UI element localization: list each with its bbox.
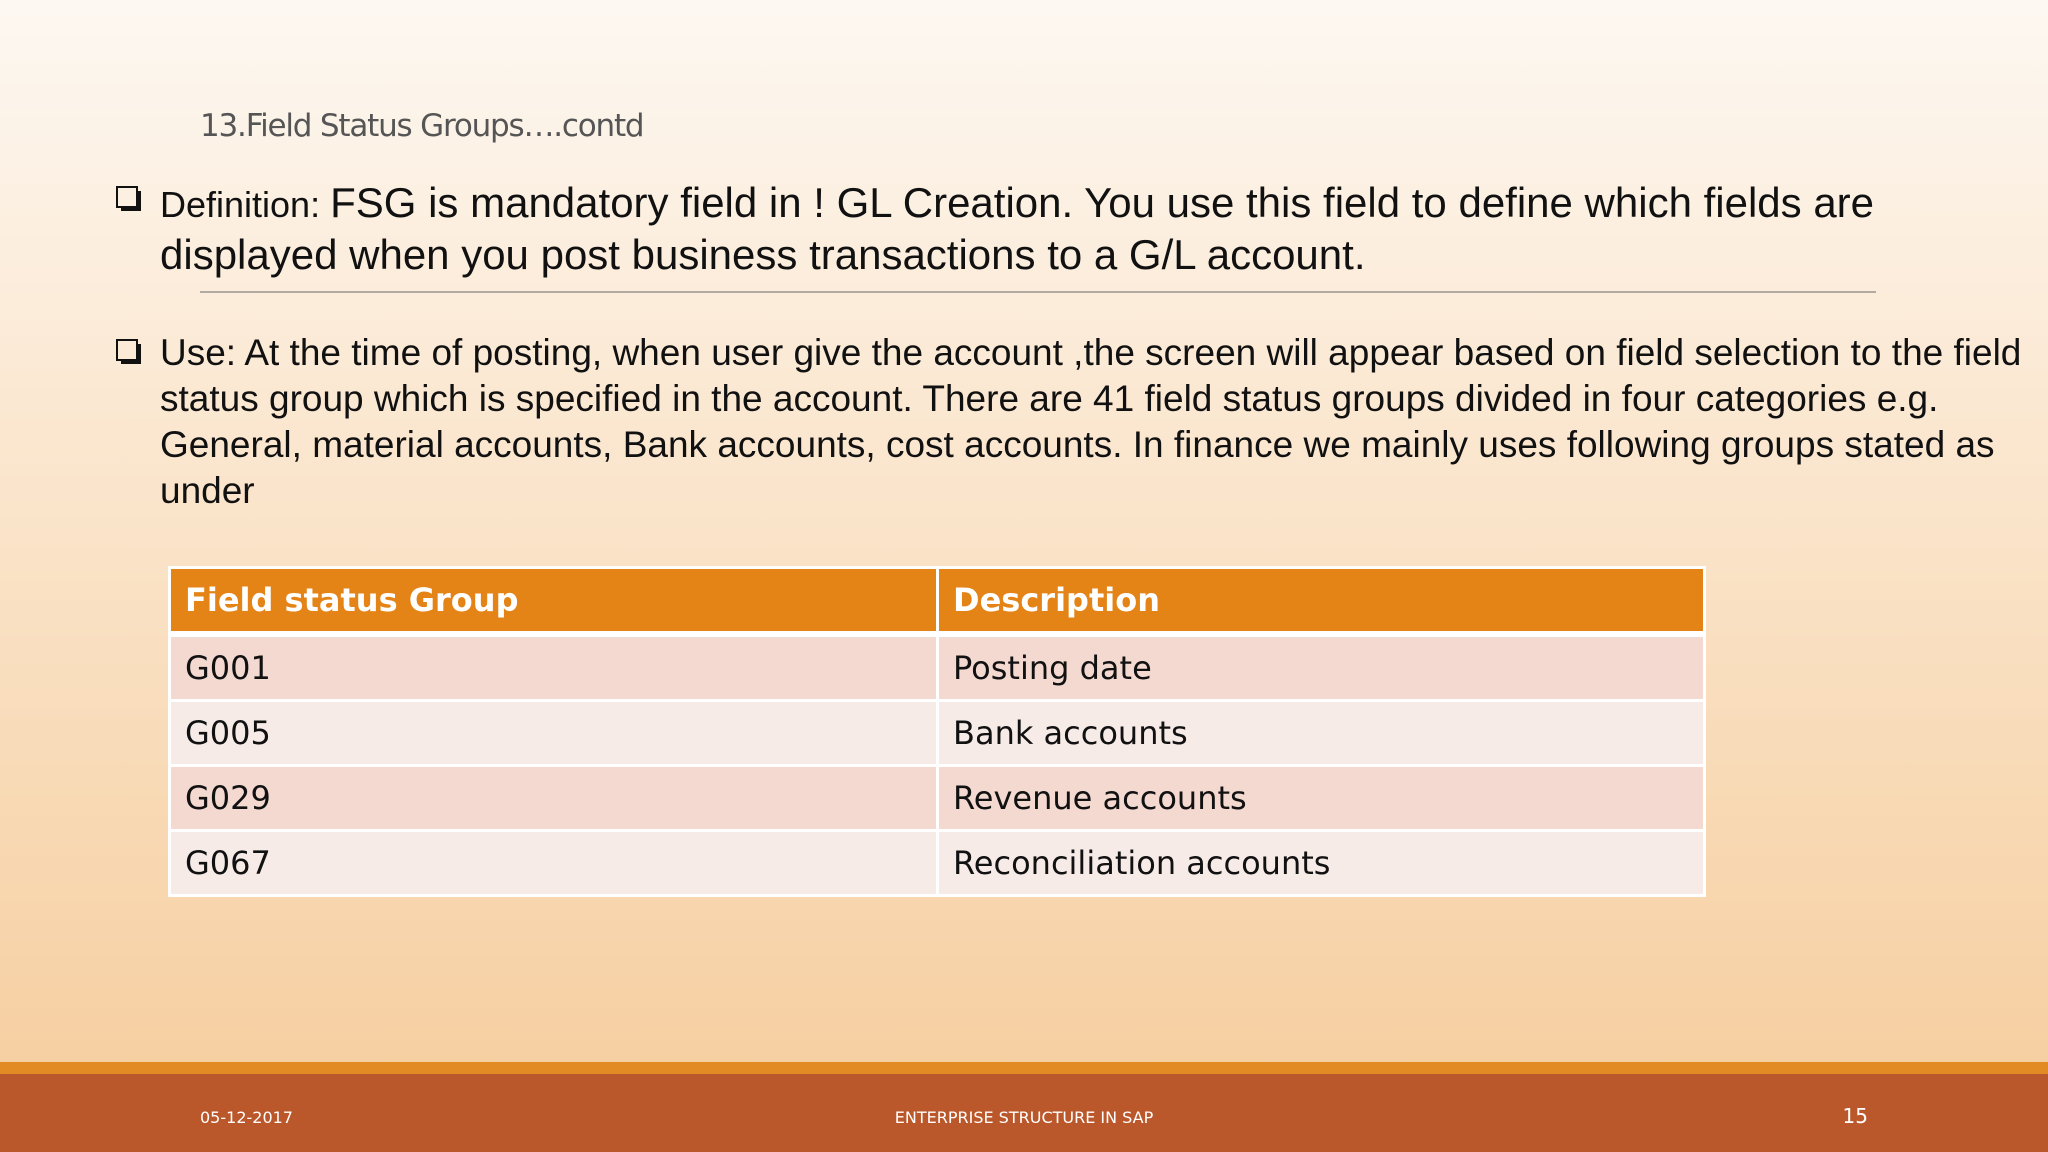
table-cell-description: Reconciliation accounts [938,831,1705,896]
column-header: Field status Group [170,568,938,635]
table-cell-description: Bank accounts [938,701,1705,766]
table-cell-group: G001 [170,634,938,701]
table-cell-description: Posting date [938,634,1705,701]
table-row [170,766,1705,831]
field-status-group-table [168,566,1706,897]
use-text: Use: At the time of posting, when user give the account ,the screen will appear based on field selection to the field status group which is specified in the account. There are 41 field status groups divided in four categories e.g. General, material accounts, Bank accounts, cost accounts. In finance we mainly uses following groups stated as under [160,332,2022,511]
table-row [170,634,1705,701]
definition-lead: Definition: [160,184,331,225]
checkbox-bullet-icon [116,339,138,361]
footer-date: 05-12-2017 [200,1108,293,1127]
column-header: Description [938,568,1705,635]
definition-bullet [160,178,2020,280]
definition-text: FSG is mandatory field in ! GL Creation. You use this field to define which fields are displayed when you post business transactions to a G/L account. [160,179,1875,278]
table-cell-group: G029 [170,766,938,831]
table-cell-group: G005 [170,701,938,766]
table-cell-description: Revenue accounts [938,766,1705,831]
table-row [170,701,1705,766]
table-cell-group: G067 [170,831,938,896]
footer-title: ENTERPRISE STRUCTURE IN SAP [894,1108,1154,1127]
checkbox-bullet-icon [116,186,138,208]
slide-title: 13.Field Status Groups….contd [200,108,644,144]
use-bullet [160,330,2030,514]
footer [0,1074,2048,1152]
table-header-row [170,568,1705,635]
table-row [170,831,1705,896]
footer-stripe [0,1062,2048,1074]
page-number: 15 [1842,1104,1868,1128]
divider [200,291,1876,293]
